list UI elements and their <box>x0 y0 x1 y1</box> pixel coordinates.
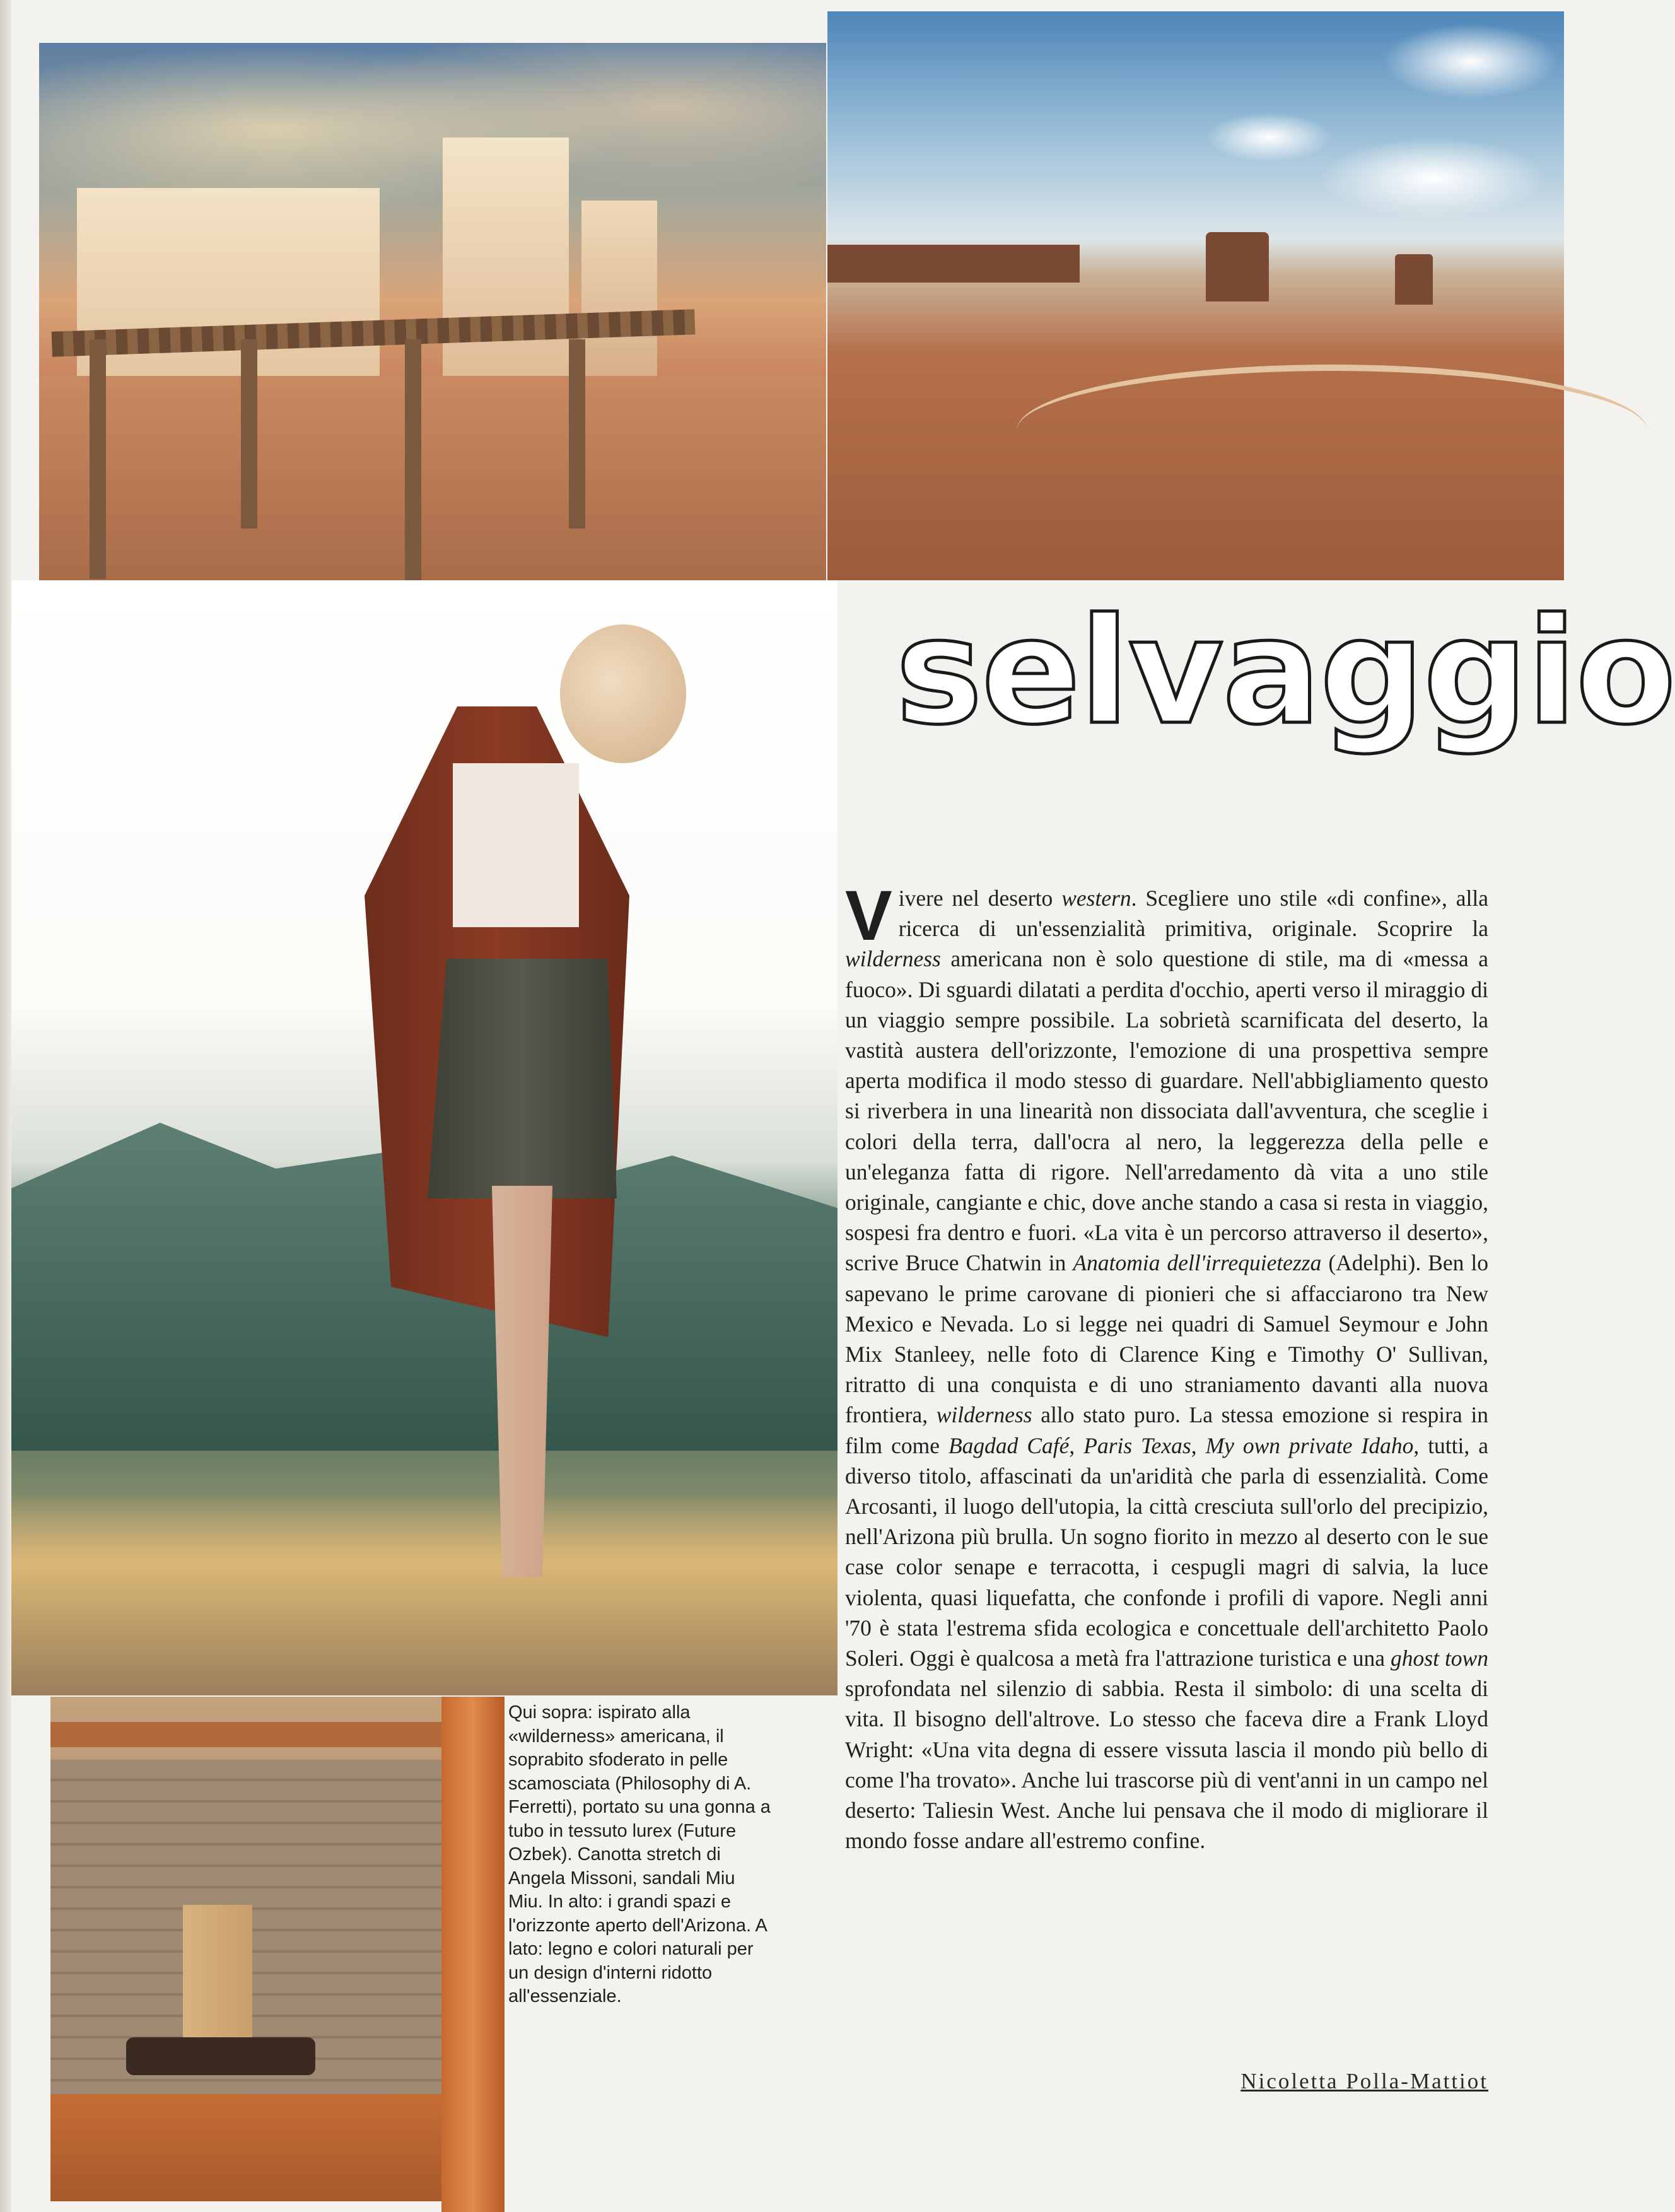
text-segment: ivere nel deserto <box>898 886 1062 911</box>
text-segment: (Adelphi). Ben lo sapevano le prime carovane di pionieri che si affacciarono tra New Mexico e Nevada. Lo si legge nei quadri di Samuel Seymour e John Mix Stanleey, nelle foto di Clarence King e Timothy O' Sullivan, ritratto di una conquista e di uno straniamento davanti alla nuova frontiera, <box>845 1250 1488 1428</box>
article-text <box>845 876 1488 1854</box>
desert-landscape-photo <box>827 11 1564 580</box>
text-segment: wilderness <box>845 946 941 972</box>
dropcap: V <box>845 876 892 955</box>
article-body <box>845 876 1488 1856</box>
text-segment: ghost town <box>1391 1646 1488 1671</box>
church-side-tower <box>581 201 657 390</box>
ramada-post <box>569 339 585 529</box>
church-bell-tower <box>443 138 569 402</box>
mission-church-photo <box>39 43 826 580</box>
cloud <box>1382 24 1559 100</box>
wooden-beam <box>50 1722 505 1747</box>
orange-door-frame <box>441 1697 505 2212</box>
butte <box>1206 232 1269 301</box>
dirt-courtyard <box>39 376 826 580</box>
terracotta-floor <box>50 2094 505 2201</box>
cloud <box>1319 138 1546 219</box>
wooden-stool <box>126 2037 315 2075</box>
photo-caption: Qui sopra: ispirato alla «wilderness» americana, il soprabito sfoderato in pelle scamosciata (Philosophy di A. Ferretti), portato su una gonna a tubo in tessuto lurex (Future Ozbek). Canotta stretch di Angela Missoni, sandali Miu Miu. In alto: i grandi spazi e l'orizzonte aperto dell'Arizona. A lato: legno e colori naturali per un design d'interni ridotto all'essenziale. <box>508 1702 771 2006</box>
ramada-post <box>405 339 421 604</box>
text-segment: wilderness <box>936 1402 1032 1428</box>
text-segment: , tutti, a diverso titolo, affascinati da un'aridità che parla di essenzialità. Come Arcosanti, il luogo dell'utopia, la città cresciuta sull'orlo del precipizio, nell'Arizona più brulla. Un sogno fiorito in mezzo al deserto con le sue case color senape e terracotta, i cespugli magri di salvia, la luce violenta, quasi liquefatta, che confonde i profili di vapore. Negli anni '70 è stata l'estrema sfida ecologica e concettuale dell'architetto Paolo Soleri. Oggi è qualcosa a metà fra l'attrazione turistica e una <box>845 1432 1488 1671</box>
pencil-skirt <box>428 959 617 1198</box>
ramada-post <box>241 339 257 529</box>
text-segment: My own private Idaho <box>1205 1432 1414 1458</box>
text-segment: Anatomia dell'irrequietezza <box>1073 1250 1322 1276</box>
ramada-post <box>90 339 106 579</box>
text-segment: , <box>1069 1432 1084 1458</box>
cloud <box>1206 112 1332 163</box>
dirt-road <box>1017 365 1647 497</box>
dry-grass <box>11 1494 838 1695</box>
text-segment: allo stato puro. La stessa emozione si respira in film come <box>845 1402 1488 1458</box>
text-segment: western <box>1061 886 1131 911</box>
page-title: selvaggio <box>896 587 1675 757</box>
model-head <box>560 624 686 763</box>
text-segment: Bagdad Café <box>948 1432 1070 1458</box>
text-segment: . Scegliere uno stile «di confine», alla ricerca di un'essenzialità primitiva, originale. Scoprire la <box>898 886 1488 942</box>
author-byline: Nicoletta Polla-Mattiot <box>1240 2069 1488 2093</box>
model-fashion-photo <box>11 580 838 1695</box>
text-segment: sprofondata nel silenzio di sabbia. Resta il simbolo: di una scelta di vita. Il bisogno dell'altrove. Lo stesso che faceva dire a Frank Lloyd Wright: «Una vita degna di essere vissuta lascia il mondo più bello di come l'ha trovato». Anche lui trascorse più di vent'anni in un campo nel deserto: Taliesin West. Anche lui pensava che il modo di migliorare il mondo fosse andare all'estremo confine. <box>845 1676 1488 1854</box>
church-building <box>77 188 380 396</box>
white-tank-top <box>453 763 579 927</box>
text-segment: americana non è solo questione di stile, ma di «messa a fuoco». Di sguardi dilatati a perdita d'occhio, aperti verso il miraggio di un viaggio sempre possibile. La sobrietà scarnificata del deserto, la vastità austera dell'orizzonte, l'emozione di una prospettiva sempre aperta modifica il modo stesso di guardare. Nell'abbigliamento questo si riverbera in una linearità non dissociata dall'avventura, che sceglie i colori della terra, dall'ocra al nero, la leggerezza della pelle e un'eleganza fatta di rigore. Nell'arredamento dà vita a uno stile originale, cangiante e chic, dove anche stando a casa si resta in viaggio, sospesi fra dentro e fuori. «La vita è un percorso attraverso il deserto», scrive Bruce Chatwin in <box>845 946 1488 1276</box>
interior-design-photo <box>50 1697 505 2201</box>
page-edge <box>0 0 11 2212</box>
text-segment: , <box>1191 1432 1206 1458</box>
text-segment: Paris Texas <box>1083 1432 1191 1458</box>
mesa <box>827 245 1080 283</box>
butte <box>1395 254 1433 305</box>
